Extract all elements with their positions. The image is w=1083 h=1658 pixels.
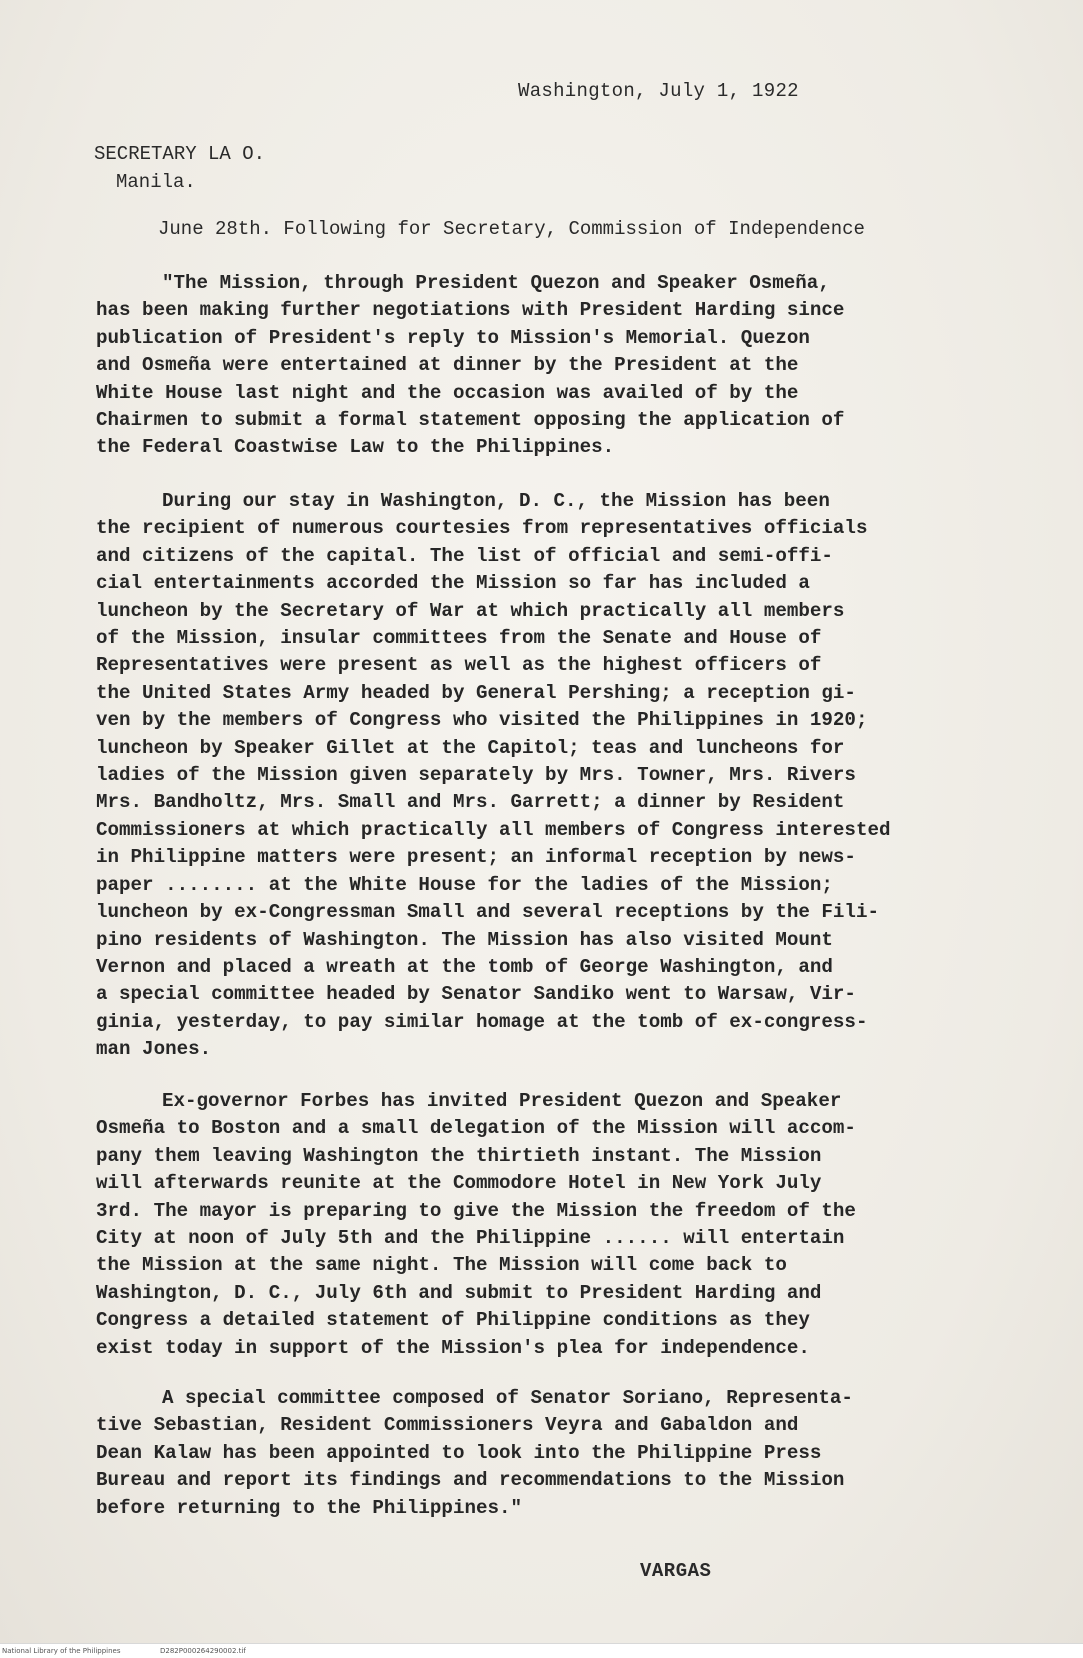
paragraph-line: Congress a detailed statement of Philippine conditions as they — [96, 1309, 810, 1332]
paragraph-line: ginia, yesterday, to pay similar homage at the tomb of ex-congress- — [96, 1010, 868, 1033]
scan-footer — [0, 1643, 1083, 1658]
paragraph-line: in Philippine matters were present; an informal reception by news- — [96, 846, 856, 869]
paragraph-line: pany them leaving Washington the thirtieth instant. The Mission — [96, 1144, 822, 1167]
paragraph-line: "The Mission, through President Quezon and Speaker Osmeña, — [162, 272, 830, 294]
paragraph-line: Vernon and placed a wreath at the tomb of George Washington, and — [96, 955, 833, 978]
paragraph-line: before returning to the Philippines." — [96, 1496, 523, 1519]
paragraph-line: the Mission at the same night. The Mission will come back to — [96, 1254, 787, 1277]
paragraph-line: Bureau and report its findings and recommendations to the Mission — [96, 1469, 845, 1492]
paragraph-line: ladies of the Mission given separately by Mrs. Towner, Mrs. Rivers — [96, 764, 856, 787]
paragraph-line: exist today in support of the Mission's plea for independence. — [96, 1336, 810, 1359]
signature: VARGAS — [640, 1560, 712, 1582]
paragraph-line: ven by the members of Congress who visited the Philippines in 1920; — [96, 709, 868, 732]
paragraph-line: luncheon by the Secretary of War at which practically all members — [96, 599, 845, 622]
paragraph-line: luncheon by Speaker Gillet at the Capitol; teas and luncheons for — [96, 736, 845, 759]
paragraph-line: Mrs. Bandholtz, Mrs. Small and Mrs. Garrett; a dinner by Resident — [96, 791, 845, 814]
paragraph-line: During our stay in Washington, D. C., the Mission has been — [162, 490, 830, 512]
paragraph-line: publication of President's reply to Mission's Memorial. Quezon — [96, 326, 810, 349]
paragraph-line: will afterwards reunite at the Commodore Hotel in New York July — [96, 1172, 822, 1195]
paragraph-1 — [96, 270, 1036, 462]
recipient-name: SECRETARY LA O. — [94, 143, 266, 165]
paragraph-line: luncheon by ex-Congressman Small and several receptions by the Fili- — [96, 901, 879, 924]
paragraph-line: Ex-governor Forbes has invited President Quezon and Speaker — [162, 1090, 842, 1112]
paragraph-line: A special committee composed of Senator Soriano, Representa- — [162, 1387, 853, 1409]
recipient-city: Manila. — [116, 171, 196, 193]
paragraph-line: Representatives were present as well as the highest officers of — [96, 654, 822, 677]
footer-library: National Library of the Philippines — [2, 1647, 121, 1655]
paragraph-2 — [96, 488, 1036, 1064]
paragraph-line: a special committee headed by Senator Sandiko went to Warsaw, Vir- — [96, 983, 856, 1006]
paragraph-line: has been making further negotiations with President Harding since — [96, 299, 845, 322]
paragraph-line: the recipient of numerous courtesies from representatives officials — [96, 517, 868, 540]
paragraph-line: Osmeña to Boston and a small delegation of the Mission will accom- — [96, 1117, 856, 1140]
dateline: Washington, July 1, 1922 — [518, 80, 799, 102]
paragraph-3 — [96, 1088, 1036, 1362]
paragraph-line: Washington, D. C., July 6th and submit to President Harding and — [96, 1281, 822, 1304]
paragraph-line: paper ........ at the White House for the ladies of the Mission; — [96, 873, 833, 896]
paragraph-line: the Federal Coastwise Law to the Philippines. — [96, 436, 615, 459]
paragraph-line: tive Sebastian, Resident Commissioners Veyra and Gabaldon and — [96, 1414, 799, 1437]
paragraph-4 — [96, 1385, 1036, 1522]
paragraph-line: 3rd. The mayor is preparing to give the Mission the freedom of the — [96, 1199, 856, 1222]
paragraph-line: Chairmen to submit a formal statement opposing the application of — [96, 409, 845, 432]
paragraph-line: the United States Army headed by General Pershing; a reception gi- — [96, 681, 856, 704]
paragraph-line: pino residents of Washington. The Mission has also visited Mount — [96, 928, 833, 951]
paragraph-line: cial entertainments accorded the Mission so far has included a — [96, 572, 810, 595]
paragraph-line: Commissioners at which practically all members of Congress interested — [96, 818, 891, 841]
footer-filename: D282P000264290002.tif — [160, 1647, 246, 1655]
paragraph-line: and citizens of the capital. The list of official and semi-offi- — [96, 544, 833, 567]
recipient-block — [94, 140, 265, 196]
paragraph-line: City at noon of July 5th and the Philippine ...... will entertain — [96, 1227, 845, 1250]
paragraph-line: of the Mission, insular committees from the Senate and House of — [96, 627, 822, 650]
paragraph-line: man Jones. — [96, 1038, 212, 1061]
paragraph-line: White House last night and the occasion was availed of by the — [96, 381, 799, 404]
paragraph-line: Dean Kalaw has been appointed to look into the Philippine Press — [96, 1441, 822, 1464]
opening-line: June 28th. Following for Secretary, Commission of Independence — [158, 218, 865, 240]
paragraph-line: and Osmeña were entertained at dinner by the President at the — [96, 354, 799, 377]
